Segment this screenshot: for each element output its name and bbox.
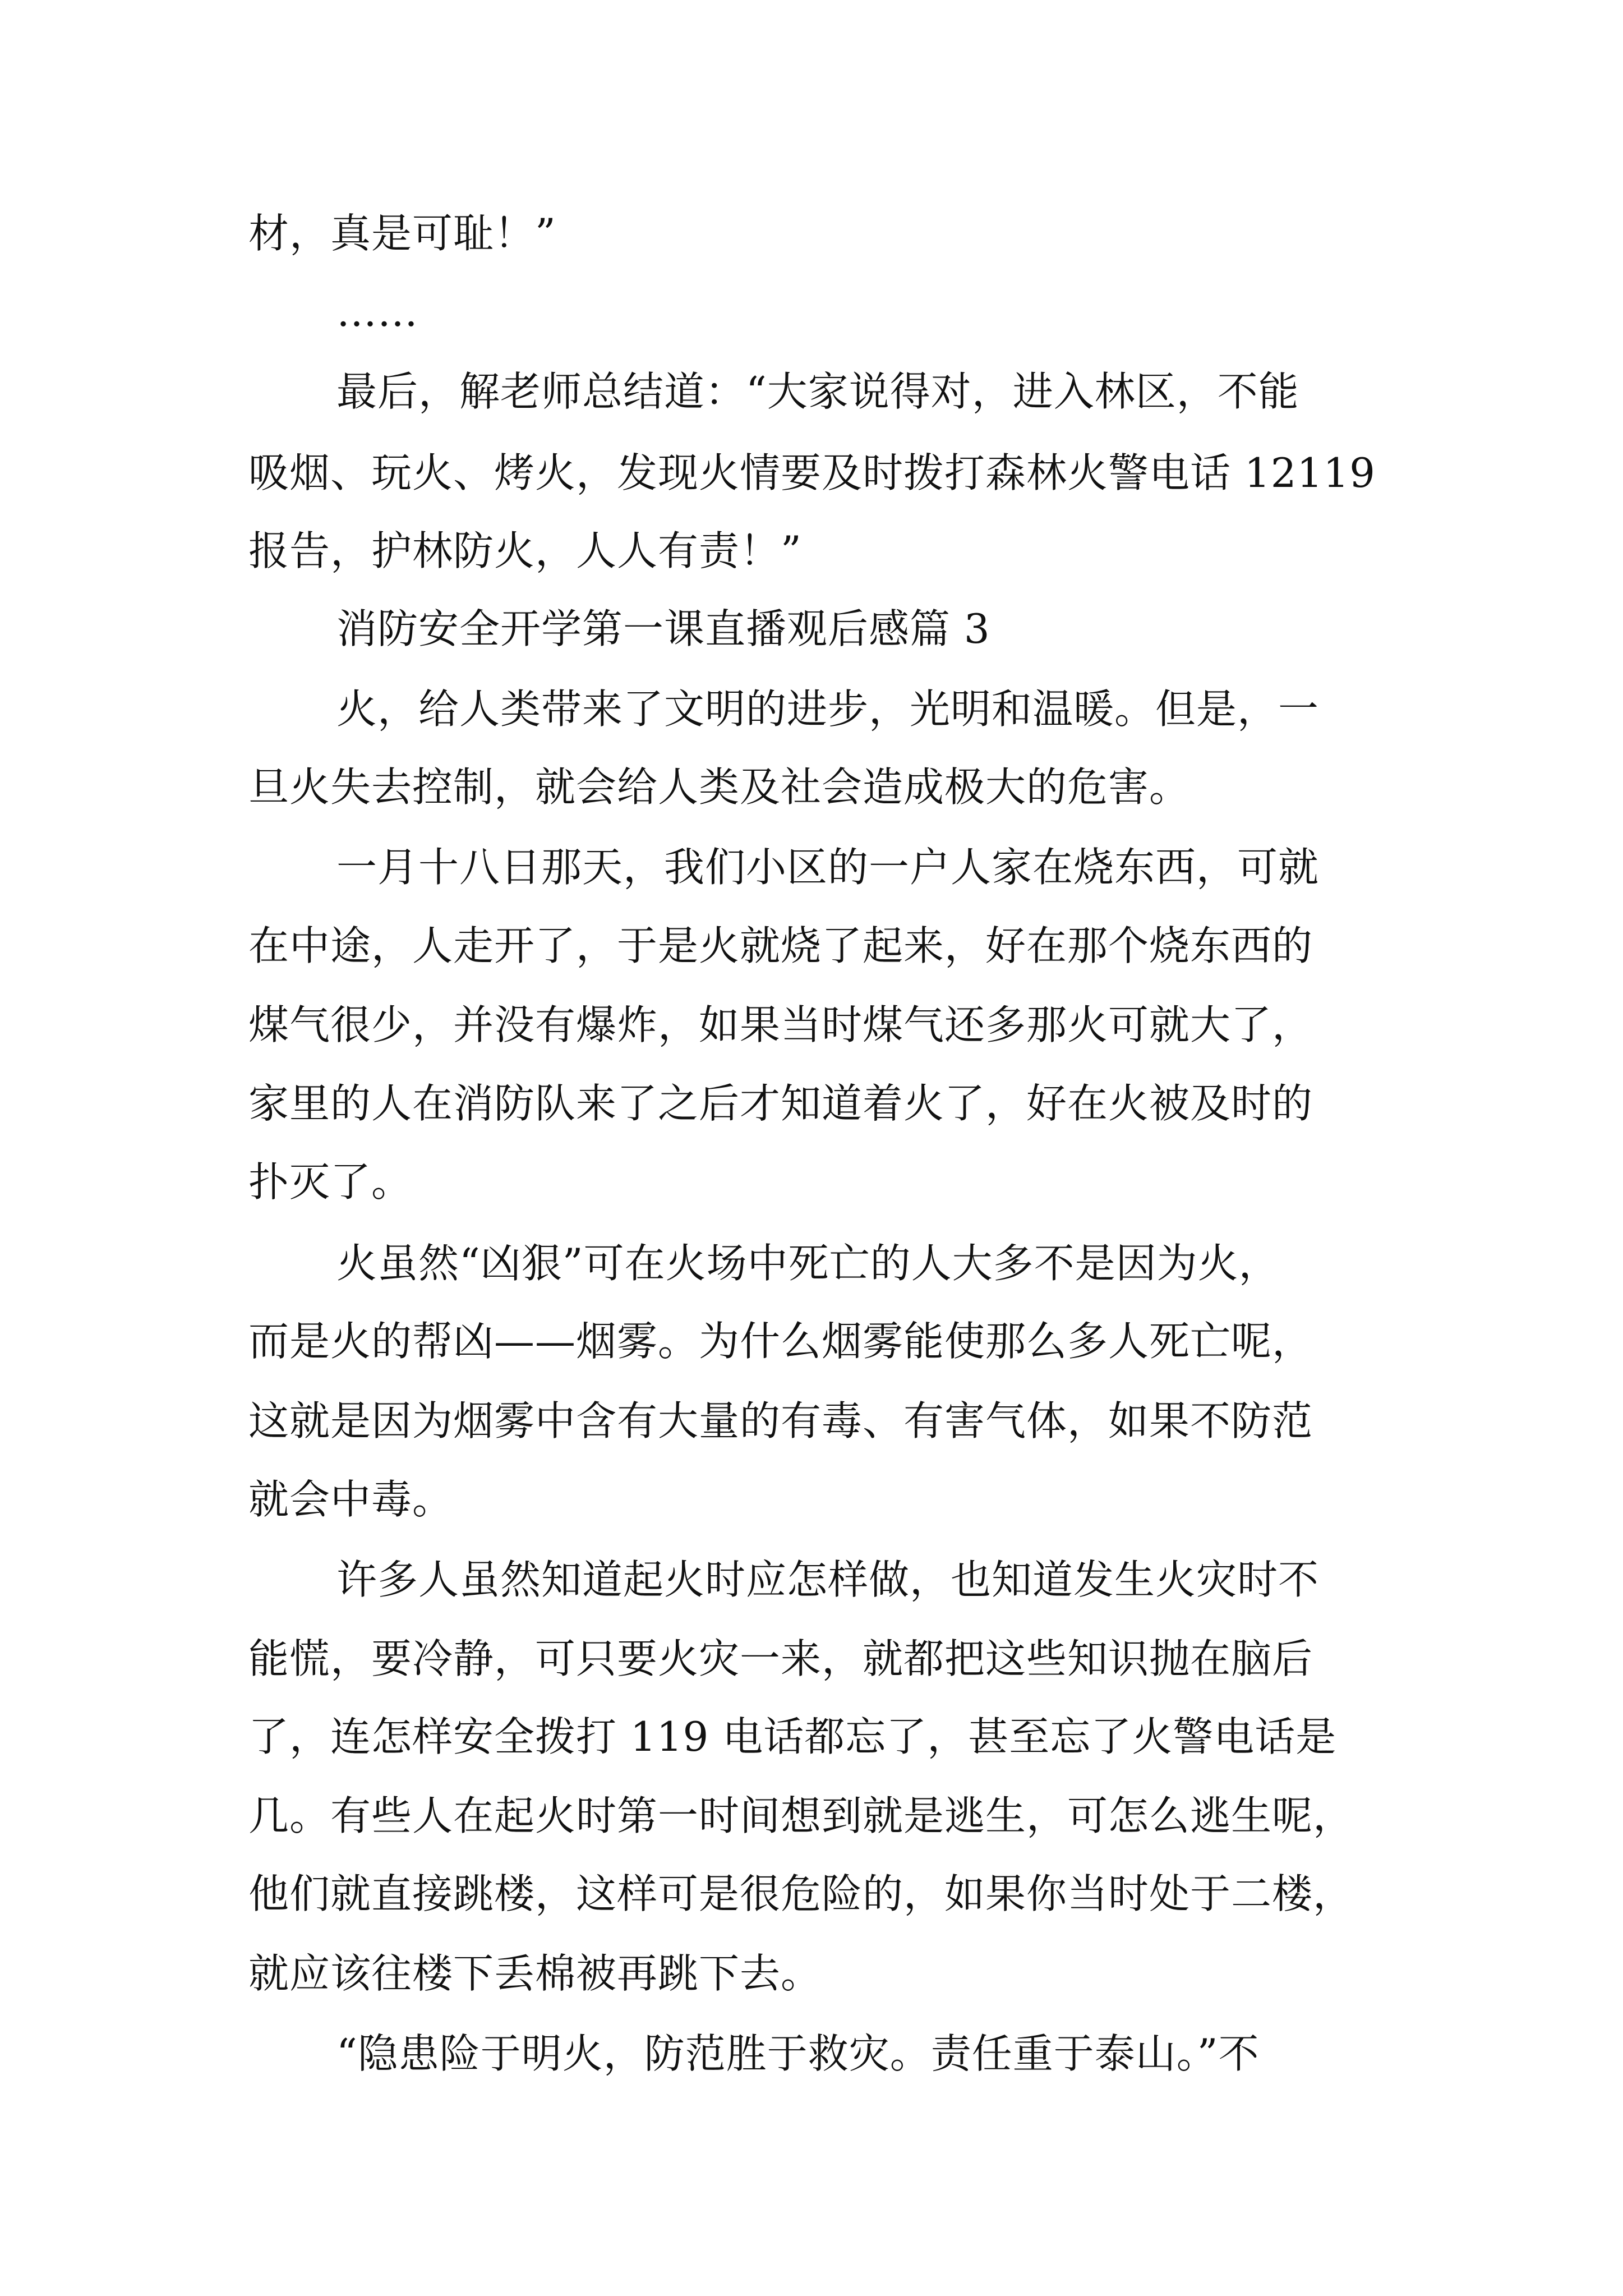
text-line: 旦火失去控制，就会给人类及社会造成极大的危害。 <box>248 763 1191 811</box>
text-line: 能慌，要冷静，可只要火灾一来，就都把这些知识抛在脑后 <box>248 1635 1313 1682</box>
paragraph-start-line: 最后，解老师总结道：“大家说得对，进入林区，不能 <box>336 368 1299 415</box>
text-line: 吸烟、玩火、烤火，发现火情要及时拨打森林火警电话 12119 <box>248 449 1376 496</box>
text-line: 就会中毒。 <box>248 1476 454 1523</box>
ellipsis-line: …… <box>336 288 418 335</box>
text-line: 就应该往楼下丢棉被再跳下去。 <box>248 1950 822 1997</box>
paragraph-start-line: 火，给人类带来了文明的进步，光明和温暖。但是，一 <box>336 685 1320 733</box>
text-line: 这就是因为烟雾中含有大量的有毒、有害气体，如果不防范 <box>248 1397 1313 1444</box>
text-line: 几。有些人在起火时第一时间想到就是逃生，可怎么逃生呢， <box>248 1792 1354 1839</box>
text-line: 报告，护林防火，人人有责！” <box>248 527 802 574</box>
text-line: 了，连怎样安全拨打 119 电话都忘了，甚至忘了火警电话是 <box>248 1713 1337 1760</box>
text-line: 在中途，人走开了，于是火就烧了起来，好在那个烧东西的 <box>248 922 1313 969</box>
section-heading: 消防安全开学第一课直播观后感篇 3 <box>336 605 990 652</box>
paragraph-start-line: 火虽然“凶狠”可在火场中死亡的人大多不是因为火， <box>336 1240 1280 1287</box>
paragraph-start-line: 一月十八日那天，我们小区的一户人家在烧东西，可就 <box>336 844 1320 891</box>
text-line: 他们就直接跳楼，这样可是很危险的，如果你当时处于二楼， <box>248 1870 1354 1917</box>
text-line: 而是火的帮凶——烟雾。为什么烟雾能使那么多人死亡呢， <box>248 1318 1313 1365</box>
paragraph-start-line: “隐患险于明火，防范胜于救灾。责任重于泰山。”不 <box>336 2030 1260 2077</box>
text-line: 扑灭了。 <box>248 1158 413 1205</box>
paragraph-start-line: 许多人虽然知道起火时应怎样做，也知道发生火灾时不 <box>336 1556 1320 1603</box>
text-line: 家里的人在消防队来了之后才知道着火了，好在火被及时的 <box>248 1080 1313 1127</box>
text-line: 材，真是可耻！” <box>248 210 556 257</box>
text-line: 煤气很少，并没有爆炸，如果当时煤气还多那火可就大了， <box>248 1001 1313 1048</box>
